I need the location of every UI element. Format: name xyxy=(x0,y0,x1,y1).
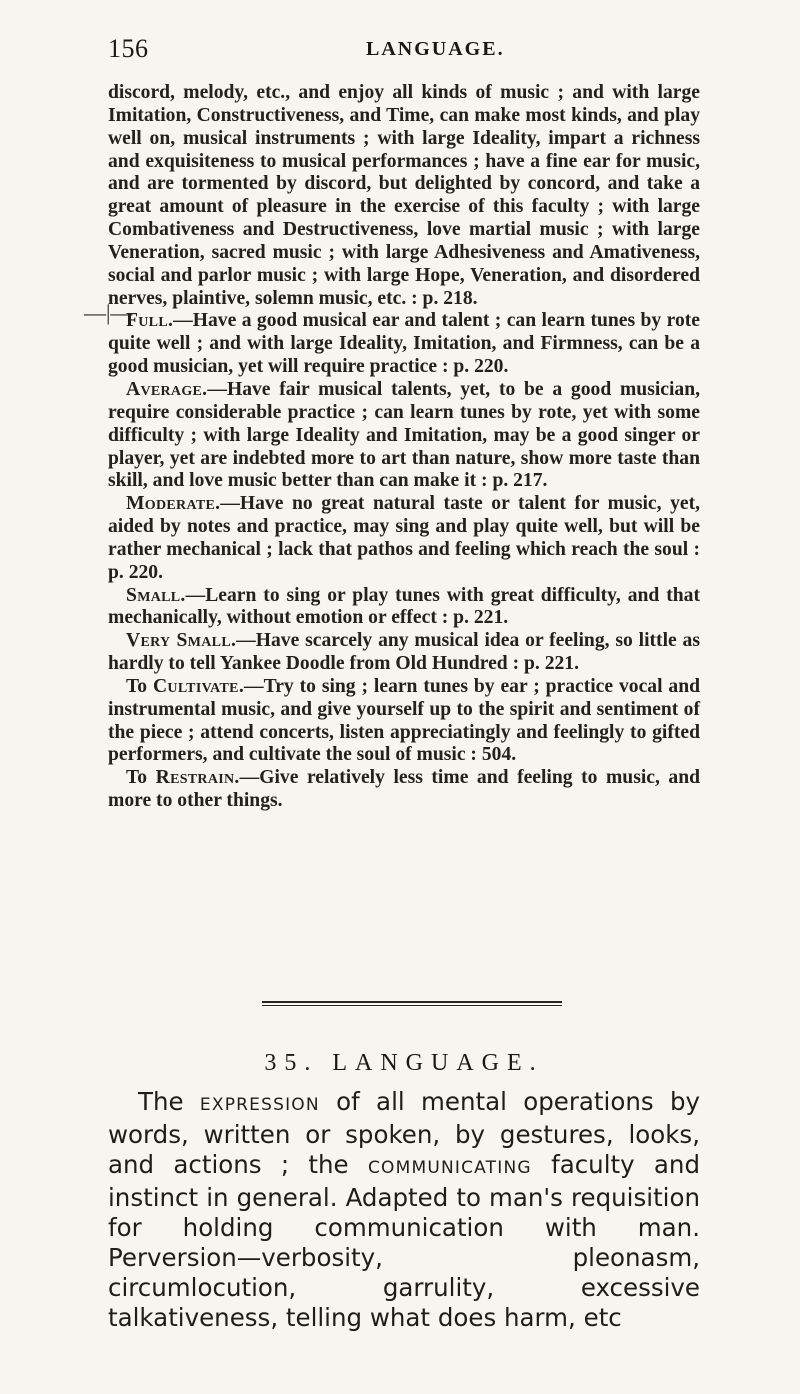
term-expression: EXPRESSION xyxy=(199,1095,320,1115)
entry-label: Small. xyxy=(126,584,186,606)
margin-pencil-mark: —|— xyxy=(84,300,133,325)
entry-text: —Have scarcely any musical idea or feeling, so little as hardly to tell Yankee Doodle from Old Hundred : p. 221. xyxy=(108,630,700,675)
section-paragraph xyxy=(108,1087,700,1333)
section-text-part3: faculty and instinct in general. Adapted to man's requisition for holding communication with man. Perversion—verbosity, pleonasm, circumlocution, garrulity, excessive talkativeness, telling what does harm, etc xyxy=(108,1150,701,1332)
entry-label: Moderate. xyxy=(126,493,221,515)
section-text-part2: of all mental operations by words, written or spoken, by gestures, looks, and actions ; the xyxy=(108,1087,701,1179)
body-text xyxy=(108,82,700,813)
section-heading: 35. LANGUAGE. xyxy=(264,1050,544,1076)
term-communicating: COMMUNICATING xyxy=(367,1158,532,1178)
entry-label: Cultivate. xyxy=(152,675,245,697)
entry-label: Very Small. xyxy=(126,630,237,652)
entry-text: —Have fair musical talents, yet, to be a good musician, require considerable practice ; can learn tunes by rote, yet with some difficulty ; with large Ideality and Imitation, may be a good singer or player, yet are indebted more to art than nature, show more taste than skill, and love music better than can make it : p. 217. xyxy=(108,378,700,492)
entry-small xyxy=(108,585,700,631)
intro-paragraph: discord, melody, etc., and enjoy all kinds of music ; and with large Imitation, Constructiveness, and Time, can make most kinds, and play well on, musical instruments ; with large Ideality, impart a richness and exquisiteness to musical performances ; have a fine ear for music, and are tormented by discord, but delighted by concord, and take a great amount of pleasure in the exercise of this faculty ; with large Combativeness and Destructiveness, love martial music ; with large Veneration, sacred music ; with large Adhesiveness and Amativeness, social and parlor music ; with large Hope, Veneration, and disordered nerves, plaintive, solemn music, etc. : p. 218. xyxy=(108,82,700,309)
entry-average xyxy=(108,379,700,493)
page-number: 156 xyxy=(108,34,149,63)
entry-very-small xyxy=(108,630,700,676)
entry-label: Restrain. xyxy=(155,767,240,789)
section-divider-thin xyxy=(262,1005,562,1006)
entry-label: Average. xyxy=(126,378,208,400)
entry-text: —Have a good musical ear and talent ; can learn tunes by rote quite well ; and with large Ideality, Imitation, and Firmness, can be a good musician, yet will require practice : p. 220. xyxy=(108,310,700,378)
running-head xyxy=(108,34,708,74)
entry-text: —Have no great natural taste or talent for music, yet, aided by notes and practice, may sing and play quite well, but will be rather mechanical ; lack that pathos and feeling which reach the soul : p. 220. xyxy=(108,493,700,583)
entry-moderate xyxy=(108,493,700,584)
section-divider xyxy=(262,1001,562,1003)
entry-text: —Learn to sing or play tunes with great difficulty, and that mechanically, without emotion or effect : p. 221. xyxy=(108,584,700,629)
entry-prefix: To xyxy=(126,767,156,789)
entry-prefix: To xyxy=(126,675,153,697)
entry-cultivate xyxy=(108,676,700,767)
entry-text: —Try to sing ; learn tunes by ear ; practice vocal and instrumental music, and give yourself up to the spirit and sentiment of the piece ; attend concerts, listen appreciatingly and feelingly to gifted performers, and cultivate the soul of music : 504. xyxy=(108,675,700,766)
entry-full xyxy=(108,310,700,379)
entry-text: —Give relatively less time and feeling to music, and more to other things. xyxy=(108,767,700,812)
entry-label: Full. xyxy=(126,310,174,332)
entry-restrain xyxy=(108,767,700,813)
section-body xyxy=(108,1087,700,1333)
running-title: LANGUAGE. xyxy=(366,38,505,60)
section-lead: The xyxy=(138,1087,200,1116)
